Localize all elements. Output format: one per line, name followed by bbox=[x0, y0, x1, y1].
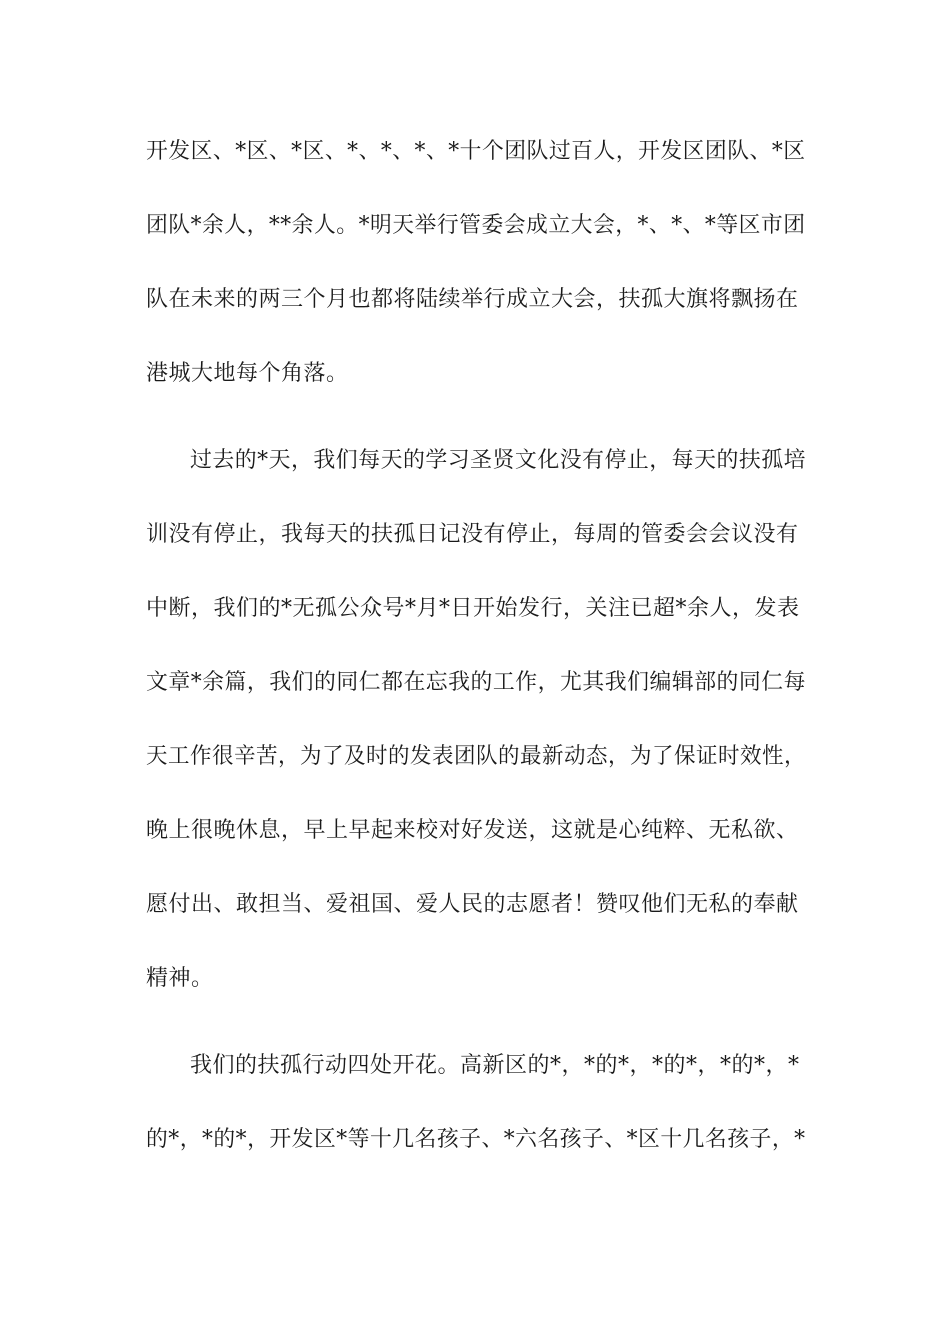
paragraph-2-line-7: 愿付出、敢担当、爱祖国、爱人民的志愿者！赞叹他们无私的奉献 bbox=[146, 892, 799, 917]
paragraph-1-line-3: 队在未来的两三个月也都将陆续举行成立大会，扶孤大旗将飘扬在 bbox=[146, 287, 799, 312]
paragraph-1-line-4: 港城大地每个角落。 bbox=[146, 361, 349, 386]
paragraph-2-line-1: 过去的*天，我们每天的学习圣贤文化没有停止，每天的扶孤培 bbox=[190, 448, 807, 473]
paragraph-2-line-5: 天工作很辛苦，为了及时的发表团队的最新动态，为了保证时效性， bbox=[146, 744, 807, 769]
paragraph-3-line-2: 的*，*的*，开发区*等十几名孩子、*六名孩子、*区十几名孩子，* bbox=[146, 1127, 806, 1152]
paragraph-3-line-1: 我们的扶孤行动四处开花。高新区的*，*的*，*的*，*的*，* bbox=[190, 1053, 800, 1078]
paragraph-2-line-2: 训没有停止，我每天的扶孤日记没有停止，每周的管委会会议没有 bbox=[146, 522, 799, 547]
paragraph-2-line-4: 文章*余篇，我们的同仁都在忘我的工作，尤其我们编辑部的同仁每 bbox=[146, 670, 807, 695]
paragraph-2-line-6: 晚上很晚休息，早上早起来校对好发送，这就是心纯粹、无私欲、 bbox=[146, 818, 799, 843]
paragraph-1-line-2: 团队*余人，**余人。*明天举行管委会成立大会，*、*、*等区市团 bbox=[146, 213, 806, 238]
paragraph-2-line-8: 精神。 bbox=[146, 966, 214, 991]
paragraph-2-line-3: 中断，我们的*无孤公众号*月*日开始发行，关注已超*余人，发表 bbox=[146, 596, 800, 621]
paragraph-1-line-1: 开发区、*区、*区、*、*、*、*十个团队过百人，开发区团队、*区 bbox=[146, 139, 806, 164]
